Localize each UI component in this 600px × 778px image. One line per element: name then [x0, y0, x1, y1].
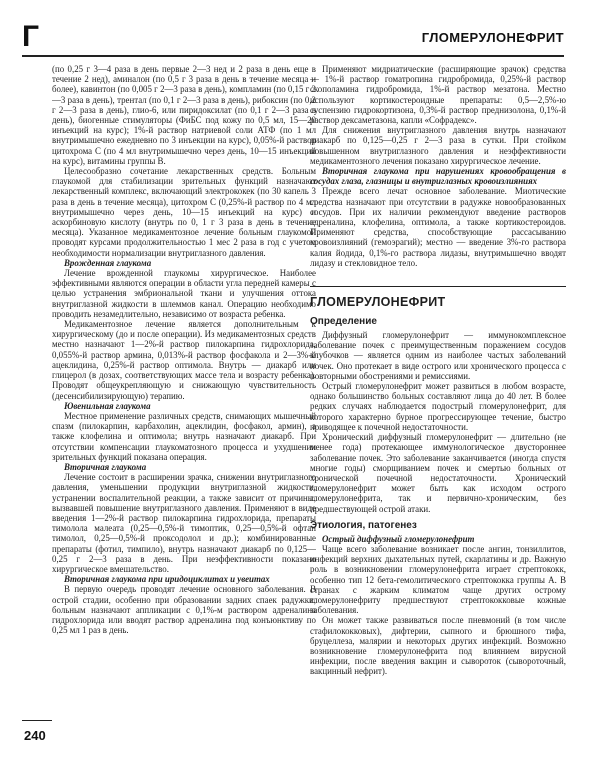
- paragraph: Местное применение различных средств, снимающих мышечный спазм (пилокарпин, карбахолин, ацеклидин, фосфакол, армин), а также клофелина и оптимола; внутрь назначают диакарб. При отсутствии компенсации глаукоматозного процесса и ухудшении зрительных функций показана операция.: [52, 410, 316, 462]
- paragraph: Диффузный гломерулонефрит — иммунокомплексное заболевание почек с преимущественным поражением сосудов клубочков — является одним из наиболее частых заболеваний почек. Оно протекает в виде острого или хронического процесса с повторными обострениями и ремиссиями.: [310, 330, 566, 381]
- subheading-iridocyclitis-glaucoma: Вторичная глаукома при иридоциклитах и увеитах: [64, 574, 270, 585]
- paragraph: Он может также развиваться после пневмоний (в том числе стафилококковых), дифтерии, сыпного и брюшного тифа, бруцеллеза, малярии и некоторых других инфекций. Возможно возникновение гломерулонефрита под влиянием вирусной инфекции, после введения вакцин и сывороток (сывороточный, вакцинный нефрит).: [310, 615, 566, 677]
- subheading-definition: Определение: [310, 316, 377, 328]
- paragraph: Применяют мидриатические (расширяющие зрачок) средства — 1%-й раствор гоматропина гидробромида, 0,25%-й раствор скополамина гидробромида, 1%-й раствор мезатона. Местно используют кортикостероидные препараты: 0,5—2,5%-ю суспензию гидрокортизона, 0,3%-й раствор преднизолона, 0,1%-й раствор дексаметазона, капли «Софрадекс».: [310, 64, 566, 126]
- subheading-acute-glomerulonephritis: Острый диффузный гломерулонефрит: [322, 533, 475, 544]
- paragraph: Для снижения внутриглазного давления внутрь назначают диакарб по 0,125—0,25 г 2—3 раза в сутки. При стойком повышенном внутриглазного давления и неэффективности медикаментозного лечения показано хирургическое лечение.: [310, 125, 566, 166]
- running-title: ГЛОМЕРУЛОНЕФРИТ: [421, 30, 564, 45]
- paragraph: Медикаментозное лечение является дополнительным к хирургическому (до и после операции). Из медикаментозных средств местно назначают 1—2%-й раствор пилокарпина гидрохлорида, 0,055%-й раствор армина, 0,013%-й раствор фосфакола и 2—3%-й ацеклидина, 0,25%-й раствор оптимола. Внутрь — диакарб или глицерол (в дозах, соответствующих массе тела и возрасту ребенка). Проводят общеукрепляющую и снижающую чувствительность (десенсибилизирующую) терапию.: [52, 319, 316, 401]
- section-letter: Г: [22, 20, 40, 53]
- paragraph: В первую очередь проводят лечение основного заболевания. В острой стадии, особенно при образовании задних спаек радужки, больным назначают аппликации с 0,1%-м раствором адреналина гидрохлорида или вводят раствор адреналина под конъюнктиву по 0,25 мл 1 раз в день.: [52, 584, 316, 636]
- paragraph: Прежде всего лечат основное заболевание. Миотические средства назначают при отсутствии в радужке новообразованных сосудов. При их наличии рекомендуют введение растворов адреналина, клофелина, оптимола, а также кортикостероидов. Применяют средства, способствующие рассасыванию кровоизлияний (гемоэрагий); местно — введение 3%-го раствора калия йодида, 0,1%-го раствора лидазы, внутримышечно вводят лидазу и стекловидное тело.: [310, 186, 566, 268]
- paragraph: (по 0,25 г 3—4 раза в день первые 2—3 нед и 2 раза в день еще в течение 2 нед), аминалон (по 0,5 г 3 раза в день в течение месяца и более), кавинтон (по 0,005 г 2—3 раза в день), компламин (по 0,15 г 2—3 раза в день), трентал (по 0,1 г 2—3 раза в день), рибоксин (по 0,2 г 2—3 раза в день), глио-6, или пиридоксилат (по 0,1 г 2—3 раза в день), биогенные стимуляторы (ФиБС под кожу по 0,5 мл, 15—20 инъекций на курс); 1%-й раствор натриевой соли АТФ (по 1 мл внутримышечно ежедневно по 3 инъекции на курс), 0,05%-й раствор цитохрома С (по 4 мл внутримышечно через день, 10—15 инъекций на курс), витамины группы В.: [52, 64, 316, 166]
- paragraph: Целесообразно сочетание лекарственных средств. Больным глаукомой для стабилизации зрительных функций назначают лекарственный комплекс, включающий электрококек (по 30 капель 3 раза в день в течение месяца), цитохром С (0,25%-й раствор по 4 мл внутримышечно через день, 10—15 инъекций на курс) и аскорбиновую кислоту (внутрь по 0, 1 г 3 раза в день в течение месяца). Указанное медикаментозное лечение больным глаукомой проводят курсами продолжительностью 1 мес 2 раза в год с учетом необходимости нормализации внутриглазного давления.: [52, 166, 316, 258]
- subheading-congenital-glaucoma: Врожденная глаукома: [64, 257, 152, 268]
- paragraph: Острый гломерулонефрит может развиться в любом возрасте, однако большинство больных составляют лица до 40 лет. В более редких случаях наблюдается подострый гломерулонефрит, для которого характерно бурное прогрессирующее течение, быстро приводящее к почечной недостаточности.: [310, 381, 566, 432]
- subheading-hemorrhage-glaucoma: Вторичная глаукома при нарушениях кровообращения в сосудах глаза, глазницы и внутриглазных кровоизлияниях: [310, 166, 566, 187]
- subheading-secondary-glaucoma: Вторичная глаукома: [64, 461, 147, 472]
- subheading-juvenile-glaucoma: Ювенильная глаукома: [64, 400, 151, 411]
- footer-divider: [22, 720, 52, 721]
- paragraph: Хронический диффузный гломерулонефрит — длительно (не менее года) протекающее иммунологическое двустороннее заболевание почек. Это заболевание заканчивается (иногда спустя многие годы) сморщиванием почек и смертью больных от хронической почечной недостаточности. Хронический гломерулонефрит может быть как исходом острого гломерулонефрита, так и первично-хроническим, без предшествующей острой атаки.: [310, 432, 566, 514]
- right-column: [310, 64, 566, 712]
- paragraph: Лечение врожденной глаукомы хирургическое. Наиболее эффективными являются операции в области угла передней камеры с целью устранения эмбриональной ткани и улучшения оттока внутриглазной жидкости в шлеммов канал. Операцию необходимо проводить незамедлительно, независимо от возраста ребенка.: [52, 268, 316, 319]
- subheading-etiology: Этиология, патогенез: [310, 519, 417, 531]
- header-divider: [22, 55, 564, 57]
- paragraph: Чаще всего заболевание возникает после ангин, тонзиллитов, инфекций верхних дыхательных путей, скарлатины и др. Важную роль в возникновении гломерулонефрита играет стрептококк, особенно тип 12 бета-гемолитического стрептококка группы А. В странах с жарким климатом чаще других острому гломерулонефриту предшествуют стрептококковые кожные заболевания.: [310, 543, 566, 616]
- left-column: [52, 64, 316, 712]
- paragraph: Лечение состоит в расширении зрачка, снижении внутриглазного давления, уменьшении продукции внутриглазной жидкости, устранении воспалительной реакции, а также зависит от причины, вызвавшей повышение внутриглазного давления. Применяют в виде введения 1—2%-й раствор пилокарпина гидрохлорида, препараты тимолола малеата (0,25—0,5%-й тимоптик, 0,25—0,5%-й офтан тимолол, 0,25—0,5%-й проксодолол и др.); комбинированные препараты (фотил, тимпило), внутрь назначают диакарб по 0,125—0,25 г 2—3 раза в день. При неэффективности показано хирургическое вмешательство.: [52, 472, 316, 574]
- section-title: ГЛОМЕРУЛОНЕФРИТ: [310, 286, 566, 310]
- page-number: 240: [24, 728, 46, 743]
